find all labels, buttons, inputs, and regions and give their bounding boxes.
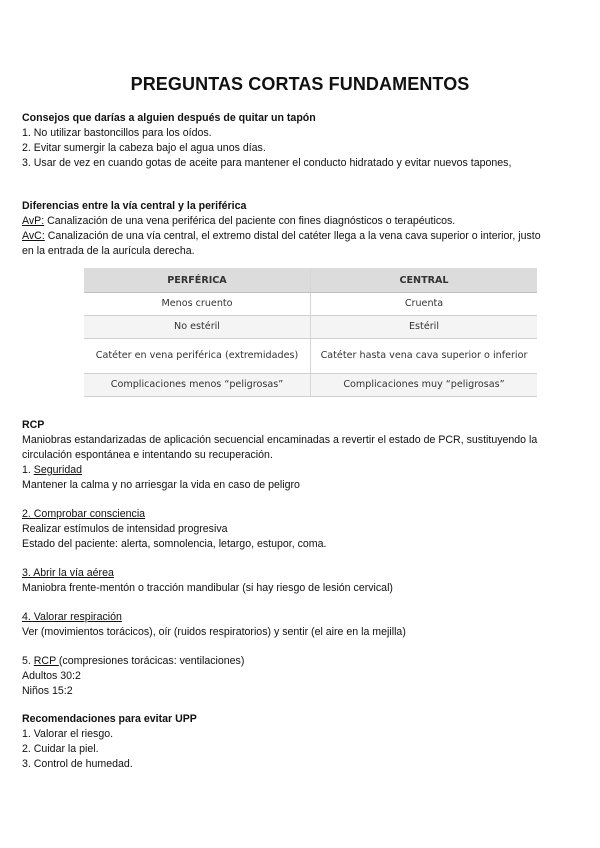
table-cell: Complicaciones menos “peligrosas” — [84, 374, 311, 397]
rcp-ratio-children: Niños 15:2 — [22, 685, 73, 697]
step-title-rest: (compresiones torácicas: ventilaciones) — [58, 655, 245, 667]
page-title: PREGUNTAS CORTAS FUNDAMENTOS — [130, 74, 470, 94]
avp-label: AvP: — [22, 215, 45, 227]
step-title: Seguridad — [33, 464, 83, 476]
table-cell: Catéter en vena periférica (extremidades) — [84, 339, 311, 374]
rcp-step-1-text: Mantener la calma y no arriesgar la vida en caso de peligro — [22, 479, 300, 491]
section-heading-vias: Diferencias entre la vía central y la periférica — [22, 200, 247, 212]
avp-text: Canalización de una vena periférica del paciente con fines diagnósticos o terapéuticos. — [44, 215, 456, 227]
avc-definition — [22, 229, 541, 244]
rcp-step-4-title: 4. Valorar respiración — [22, 611, 122, 623]
table-cell: Estéril — [311, 316, 538, 339]
table-header-central: CENTRAL — [311, 268, 538, 293]
section-heading-upp: Recomendaciones para evitar UPP — [22, 713, 197, 725]
step-number: 1. — [22, 464, 34, 476]
step-title: RCP — [33, 655, 59, 667]
table-header-peripheral: PERFÉRICA — [84, 268, 311, 293]
table-cell: Catéter hasta vena cava superior o inferior — [311, 339, 538, 374]
list-item: 2. Cuidar la piel. — [22, 743, 99, 755]
list-item: 2. Evitar sumergir la cabeza bajo el agua unos días. — [22, 142, 266, 154]
rcp-step-2-text: Realizar estímulos de intensidad progresiva — [22, 523, 228, 535]
step-number: 5. — [22, 655, 34, 667]
table-header-row — [84, 268, 537, 293]
rcp-intro-continued: circulación espontánea e intentando su recuperación. — [22, 449, 273, 461]
rcp-step-5-title — [22, 654, 244, 669]
rcp-step-1-title — [22, 463, 82, 478]
section-heading-rcp: RCP — [22, 419, 45, 431]
avc-text: Canalización de una vía central, el extremo distal del catéter llega a la vena cava superior o interior, justo — [44, 230, 541, 242]
rcp-ratio-adults: Adultos 30:2 — [22, 670, 81, 682]
list-item: 3. Usar de vez en cuando gotas de aceite para mantener el conducto hidratado y evitar nuevos tapones, — [22, 157, 512, 169]
avc-label: AvC: — [22, 230, 45, 242]
rcp-intro: Maniobras estandarizadas de aplicación secuencial encaminadas a revertir el estado de PCR, sustituyendo la — [22, 434, 538, 446]
avc-text-continued: en la entrada de la aurícula derecha. — [22, 245, 195, 257]
table-row — [84, 339, 537, 374]
table-row — [84, 374, 537, 397]
table-cell: Menos cruento — [84, 293, 311, 316]
table-row — [84, 316, 537, 339]
list-item: 1. Valorar el riesgo. — [22, 728, 114, 740]
table-cell: Cruenta — [311, 293, 538, 316]
table-cell: No estéril — [84, 316, 311, 339]
list-item: 3. Control de humedad. — [22, 758, 133, 770]
table-cell: Complicaciones muy “peligrosas” — [311, 374, 538, 397]
rcp-step-3-text: Maniobra frente-mentón o tracción mandibular (si hay riesgo de lesión cervical) — [22, 582, 393, 594]
table-row — [84, 293, 537, 316]
comparison-table — [84, 268, 537, 397]
section-heading-tapon: Consejos que darías a alguien después de quitar un tapón — [22, 112, 316, 124]
rcp-step-4-text: Ver (movimientos torácicos), oír (ruidos respiratorios) y sentir (el aire en la mejilla) — [22, 626, 406, 638]
rcp-step-2-title: 2. Comprobar consciencia — [22, 508, 146, 520]
list-item: 1. No utilizar bastoncillos para los oídos. — [22, 127, 212, 139]
avp-definition — [22, 214, 455, 229]
rcp-step-2-text: Estado del paciente: alerta, somnolencia, letargo, estupor, coma. — [22, 538, 327, 550]
rcp-step-3-title: 3. Abrir la vía aérea — [22, 567, 114, 579]
